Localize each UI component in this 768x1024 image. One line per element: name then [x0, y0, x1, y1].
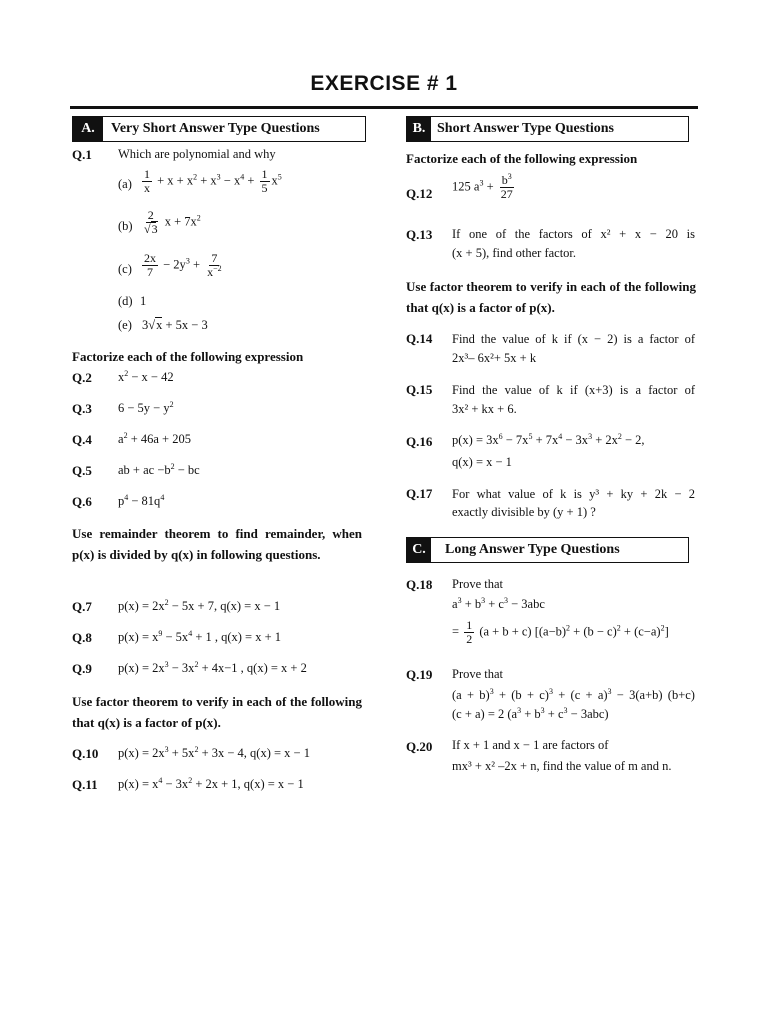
q8-expression: $p(x) = x^9 - 5x^4 + 1$ , q(x) = x + 1 — [118, 629, 282, 644]
q13-line1: If one of the factors of x² + x − 20 is — [452, 227, 695, 241]
q19-expression-line2: (c + a) = 2 $(a^3 + b^3 + c^3 - 3abc)$ — [452, 706, 609, 721]
q1a-label: (a) — [118, 177, 132, 191]
q1-number: Q.1 — [72, 147, 92, 162]
q1c-expression: $\frac{2x}{7}$ − $2y^3$ + $\frac{7}{x^{-2}}$ — [144, 251, 222, 279]
q12-expression: 125 $a^3$ + $\frac{b^3}{27}$ — [452, 172, 513, 201]
q13-number: Q.13 — [406, 227, 433, 242]
section-a-tag: A. — [73, 117, 103, 141]
heading-factor-b: Use factor theorem to verify in each of the following that q(x) is a factor of p(x). — [406, 279, 696, 315]
q11-number: Q.11 — [72, 777, 98, 792]
q12-number: Q.12 — [406, 186, 433, 201]
q9-expression: $p(x) = 2x^3 - 3x^2 + 4x-1$ , q(x) = x + 2 — [118, 660, 307, 675]
q18-number: Q.18 — [406, 577, 433, 592]
section-a-label: Very Short Answer Type Questions — [111, 121, 320, 136]
heading-factorize-a: Factorize each of the following expression — [72, 349, 304, 364]
q1a-expression: $\frac{1}{x}$ + $x + x^2 + x^3 - x^4$ + $\frac{1}{5}$ $x^5$ — [144, 167, 282, 195]
q3-number: Q.3 — [72, 401, 92, 416]
q10-expression: $p(x) = 2x^3 + 5x^2 + 3x - 4$, q(x) = x − 1 — [118, 745, 310, 760]
q19-expression-line1: $(a + b)^3 + (b + c)^3 + (c + a)^3 - 3(a+b)$ (b+c) — [452, 687, 695, 702]
section-b-label: Short Answer Type Questions — [437, 121, 614, 136]
q1b-expression: $\frac{2}{√3}$ $x + 7x^2$ — [144, 208, 201, 236]
q1d-expression: 1 — [140, 294, 147, 308]
q1b-label: (b) — [118, 219, 133, 233]
q8-number: Q.8 — [72, 630, 92, 645]
q19-text: Prove that — [452, 667, 504, 681]
q5-number: Q.5 — [72, 463, 92, 478]
section-c-tag: C. — [407, 538, 431, 562]
q4-number: Q.4 — [72, 432, 92, 447]
q10-number: Q.10 — [72, 746, 99, 761]
q18-expression-line1: $a^3 + b^3 + c^3 - 3abc$ — [452, 596, 545, 611]
q16-number: Q.16 — [406, 434, 433, 449]
q5-expression: ab + ac $-b^2$ − bc — [118, 462, 200, 477]
q6-expression: $p^4 - 81q^4$ — [118, 493, 165, 508]
q17-number: Q.17 — [406, 486, 433, 501]
heading-factorize-b: Factorize each of the following expression — [406, 151, 638, 166]
q15-number: Q.15 — [406, 382, 433, 397]
q20-number: Q.20 — [406, 739, 433, 754]
section-b-tag: B. — [407, 117, 431, 141]
q1d-label: (d) — [118, 294, 133, 308]
q15-line2: 3x² + kx + 6. — [452, 402, 517, 416]
q16-line2: q(x) = x − 1 — [452, 455, 512, 469]
q14-line1: Find the value of k if (x − 2) is a factor of — [452, 332, 695, 346]
q14-line2: 2x³– 6x²+ 5x + k — [452, 351, 537, 365]
title-divider — [70, 106, 698, 109]
q2-expression: $x^2 - x - 42$ — [118, 369, 174, 384]
q7-expression: $p(x) = 2x^2 - 5x + 7$, q(x) = x − 1 — [118, 598, 281, 613]
q20-line2: mx³ + x² –2x + n, find the value of m and n. — [452, 759, 672, 773]
q4-expression: $a^2 + 46a + 205$ — [118, 431, 191, 446]
q17-line1: For what value of k is y³ + ky + 2k − 2 — [452, 487, 695, 501]
q16-line1: $p(x) = 3x^6 - 7x^5 + 7x^4 - 3x^3 + 2x^2 - 2$, — [452, 432, 645, 447]
q9-number: Q.9 — [72, 661, 92, 676]
q6-number: Q.6 — [72, 494, 92, 509]
q18-expression-line2: = $\frac{1}{2}$ (a + b + c) $[(a-b)^2 + (b - c)^2 + (c-a)^2]$ — [452, 618, 669, 646]
q20-line1: If x + 1 and x − 1 are factors of — [452, 738, 609, 752]
q1c-label: (c) — [118, 262, 132, 276]
section-b-header — [406, 116, 689, 142]
q14-number: Q.14 — [406, 331, 433, 346]
q17-line2: exactly divisible by (y + 1) ? — [452, 505, 596, 519]
heading-remainder: Use remainder theorem to find remainder, when p(x) is divided by q(x) in following questions. — [72, 526, 362, 562]
section-c-header — [406, 537, 689, 563]
q13-line2: (x + 5), find other factor. — [452, 246, 577, 260]
page-title: EXERCISE # 1 — [310, 72, 458, 95]
q1-text: Which are polynomial and why — [118, 147, 276, 161]
q15-line1: Find the value of k if (x+3) is a factor of — [452, 383, 695, 397]
q18-text: Prove that — [452, 577, 504, 591]
section-a-header — [72, 116, 366, 142]
q7-number: Q.7 — [72, 599, 92, 614]
q19-number: Q.19 — [406, 667, 433, 682]
q3-expression: $6 - 5y - y^2$ — [118, 400, 174, 415]
heading-factor-a: Use factor theorem to verify in each of the following that q(x) is a factor of p(x). — [72, 694, 362, 730]
q11-expression: $p(x) = x^4 - 3x^2 + 2x + 1$, q(x) = x − 1 — [118, 776, 304, 791]
q1e-label: (e) — [118, 318, 132, 332]
section-c-label: Long Answer Type Questions — [445, 542, 620, 557]
q2-number: Q.2 — [72, 370, 92, 385]
q1e-expression: 3√x + 5x − 3 — [142, 318, 208, 332]
